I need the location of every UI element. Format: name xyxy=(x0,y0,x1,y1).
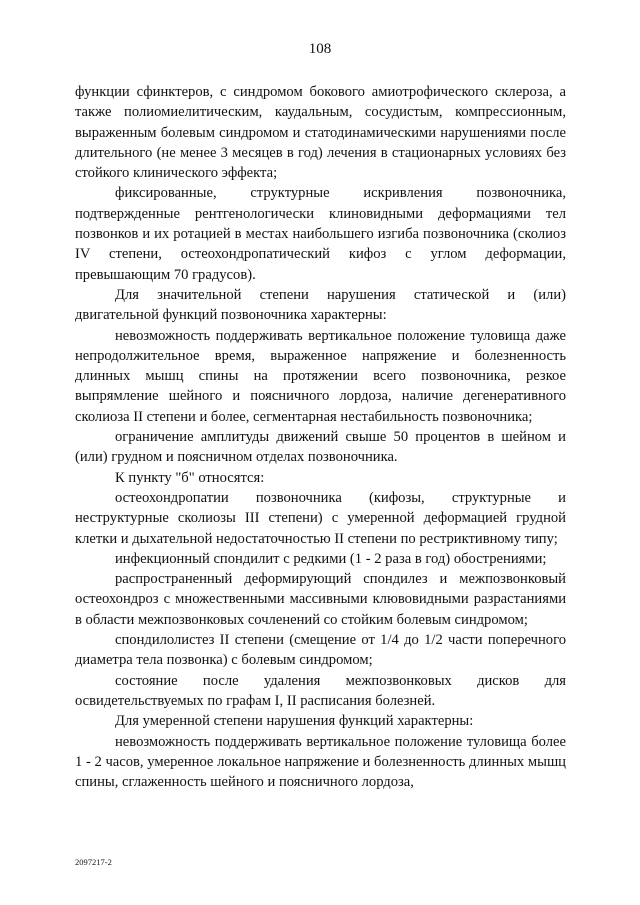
body-text xyxy=(75,82,566,792)
paragraph: спондилолистез II степени (смещение от 1/4 до 1/2 части поперечного диаметра тела позвонка) с болевым синдромом; xyxy=(75,632,566,669)
paragraph: К пункту "б" относятся: xyxy=(115,469,265,486)
paragraph: распространенный деформирующий спондилез и межпозвонковый остеохондроз с множественными массивными клювовидными разрастаниями в области межпозвонковых сочленений со стойким болевым синдромом; xyxy=(75,571,566,628)
paragraph: невозможность поддерживать вертикальное положение туловища даже непродолжительное время, выраженное напряжение и болезненность длинных мышц спины на протяжении всего позвоночника, резкое выпрямление шейного и поясничного лордоза, наличие дегенеративного сколиоза II степени и более, сегментарная нестабильность позвоночника; xyxy=(75,327,566,425)
paragraph: Для значительной степени нарушения статической и (или) двигательной функций позвоночника характерны: xyxy=(75,286,566,324)
paragraph: невозможность поддерживать вертикальное положение туловища более 1 - 2 часов, умеренное локальное напряжение и болезненность длинных мышц спины, сглаженность шейного и поясничного лордоза, xyxy=(75,733,566,791)
paragraph: состояние после удаления межпозвонковых дисков для освидетельствуемых по графам I, II расписания болезней. xyxy=(75,672,566,709)
paragraph: остеохондропатии позвоночника (кифозы, структурные и неструктурные сколиозы III степени) с умеренной деформацией грудной клетки и дыхательной недостаточностью II степени по рестриктивному типу; xyxy=(75,489,566,547)
footer-document-code: 2097217-2 xyxy=(75,857,112,867)
paragraph: ограничение амплитуды движений свыше 50 процентов в шейном и (или) грудном и поясничном отделах позвоночника. xyxy=(75,429,566,466)
paragraph: фиксированные, структурные искривления позвоночника, подтвержденные рентгенологически клиновидными деформациями тел позвонков и их ротацией в местах наибольшего изгиба позвоночника (сколиоз IV степени, остеохондропатический кифоз с углом деформации, превышающим 70 градусов). xyxy=(75,185,566,283)
page-number: 108 xyxy=(308,41,332,57)
paragraph: инфекционный спондилит с редкими (1 - 2 раза в год) обострениями; xyxy=(115,550,547,567)
paragraph: Для умеренной степени нарушения функций характерны: xyxy=(115,713,474,730)
paragraph: функции сфинктеров, с синдромом бокового амиотрофического склероза, а также полиомиелитическим, каудальным, сосудистым, компрессионным, выраженным болевым синдромом и статодинамическими нарушениями после длительного (не менее 3 месяцев в год) лечения в стационарных условиях без стойкого клинического эффекта; xyxy=(75,84,566,182)
